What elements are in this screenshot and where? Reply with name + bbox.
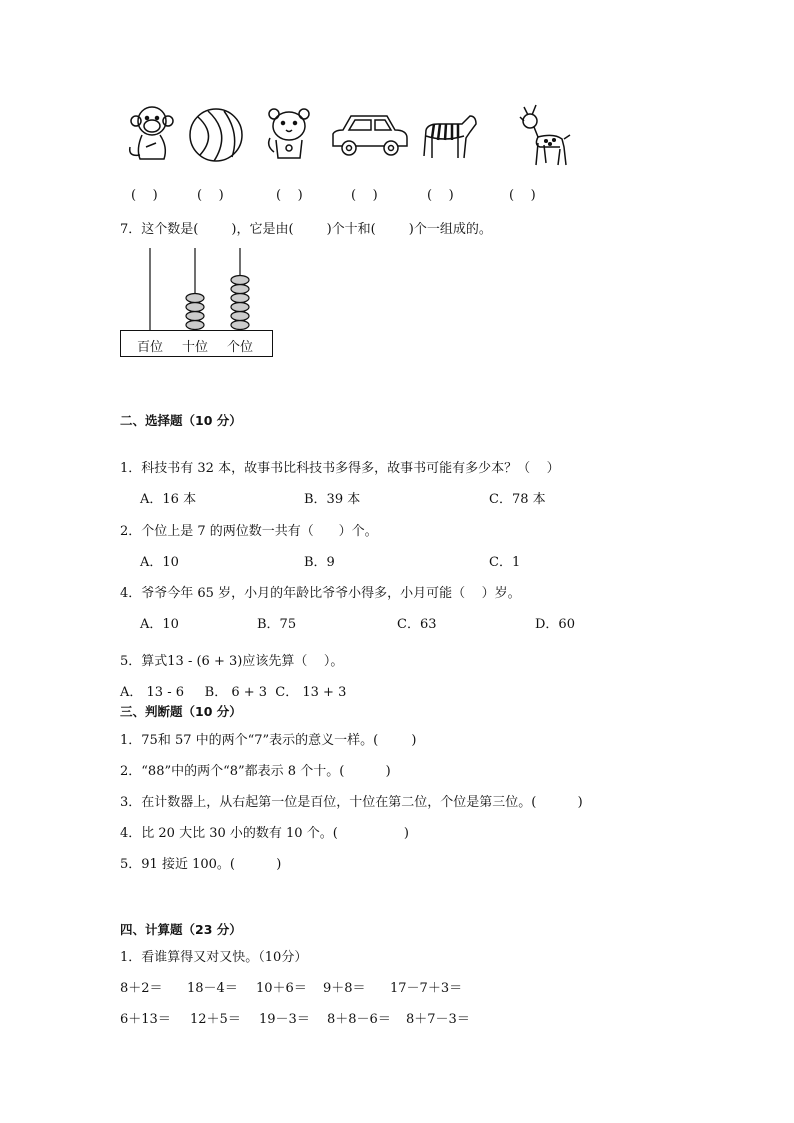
calc-r2-c4: 8＋8－6＝ xyxy=(327,1012,391,1027)
s2-q4-option-d[interactable]: D．60 xyxy=(535,617,575,632)
section3-title: 三、判断题（10 分） xyxy=(120,704,242,719)
calc-r1-c1: 8＋2＝ xyxy=(120,981,163,996)
s3-q3: 3．在计数器上，从右起第一位是百位，十位在第二位，个位是第三位。( ) xyxy=(120,795,583,810)
abacus-label-hundreds: 百位 xyxy=(137,340,164,355)
answer-blank-monkey[interactable]: ( ) xyxy=(131,188,158,203)
s2-q5-options[interactable]: A． 13 - 6 B． 6 + 3 C． 13 + 3 xyxy=(120,685,347,700)
answer-blank-ball[interactable]: ( ) xyxy=(197,188,224,203)
s2-q4-option-b[interactable]: B．75 xyxy=(257,617,297,632)
s3-q2: 2．“88”中的两个“8”都表示 8 个十。( ) xyxy=(120,764,391,779)
s2-q2-option-a[interactable]: A．10 xyxy=(140,555,179,570)
monkey-icon xyxy=(122,103,182,165)
abacus-rods xyxy=(120,244,280,334)
s2-q1-stem: 1．科技书有 32 本，故事书比科技书多得多，故事书可能有多少本？（ ） xyxy=(120,461,560,476)
answer-blank-deer[interactable]: ( ) xyxy=(509,188,536,203)
abacus-label-tens: 十位 xyxy=(182,340,209,355)
s2-q2-stem: 2．个位上是 7 的两位数一共有（ ）个。 xyxy=(120,524,378,539)
calc-r2-c1: 6＋13＝ xyxy=(120,1012,171,1027)
s2-q4-option-a[interactable]: A．10 xyxy=(140,617,179,632)
answer-blank-zebra[interactable]: ( ) xyxy=(427,188,454,203)
ball-icon xyxy=(188,107,244,163)
section4-title: 四、计算题（23 分） xyxy=(120,922,242,937)
calc-r2-c2: 12＋5＝ xyxy=(190,1012,241,1027)
s3-q5: 5．91 接近 100。( ) xyxy=(120,857,282,872)
answer-blank-car[interactable]: ( ) xyxy=(351,188,378,203)
s3-q4: 4．比 20 大比 30 小的数有 10 个。( ) xyxy=(120,826,409,841)
calc-r1-c4: 9＋8＝ xyxy=(323,981,366,996)
s2-q4-stem: 4．爷爷今年 65 岁，小月的年龄比爷爷小得多，小月可能（ ）岁。 xyxy=(120,586,521,601)
calc-r2-c3: 19－3＝ xyxy=(259,1012,310,1027)
car-icon xyxy=(329,112,411,158)
answer-blank-tiger[interactable]: ( ) xyxy=(276,188,303,203)
zebra-icon xyxy=(418,112,480,160)
calc-r1-c2: 18－4＝ xyxy=(187,981,238,996)
s2-q4-option-c[interactable]: C．63 xyxy=(397,617,437,632)
s2-q1-option-b[interactable]: B．39 本 xyxy=(304,492,361,507)
q7-text: 7．这个数是( )，它是由( )个十和( )个一组成的。 xyxy=(120,222,492,237)
s2-q1-option-a[interactable]: A．16 本 xyxy=(140,492,197,507)
s2-q1-option-c[interactable]: C．78 本 xyxy=(489,492,546,507)
s2-q5-stem: 5．算式13 - (6 + 3)应该先算（ ）。 xyxy=(120,654,344,669)
s3-q1: 1．75和 57 中的两个“7”表示的意义一样。( ) xyxy=(120,733,417,748)
tiger-icon xyxy=(264,106,314,162)
calc-r1-c3: 10＋6＝ xyxy=(256,981,307,996)
section2-title: 二、选择题（10 分） xyxy=(120,413,242,428)
deer-icon xyxy=(514,103,572,167)
calc-r2-c5: 8＋7－3＝ xyxy=(406,1012,470,1027)
s4-sub1: 1．看谁算得又对又快。（10分） xyxy=(120,950,308,965)
abacus-label-ones: 个位 xyxy=(227,340,254,355)
s2-q2-option-b[interactable]: B．9 xyxy=(304,555,335,570)
s2-q2-option-c[interactable]: C．1 xyxy=(489,555,521,570)
calc-r1-c5: 17－7＋3＝ xyxy=(390,981,463,996)
